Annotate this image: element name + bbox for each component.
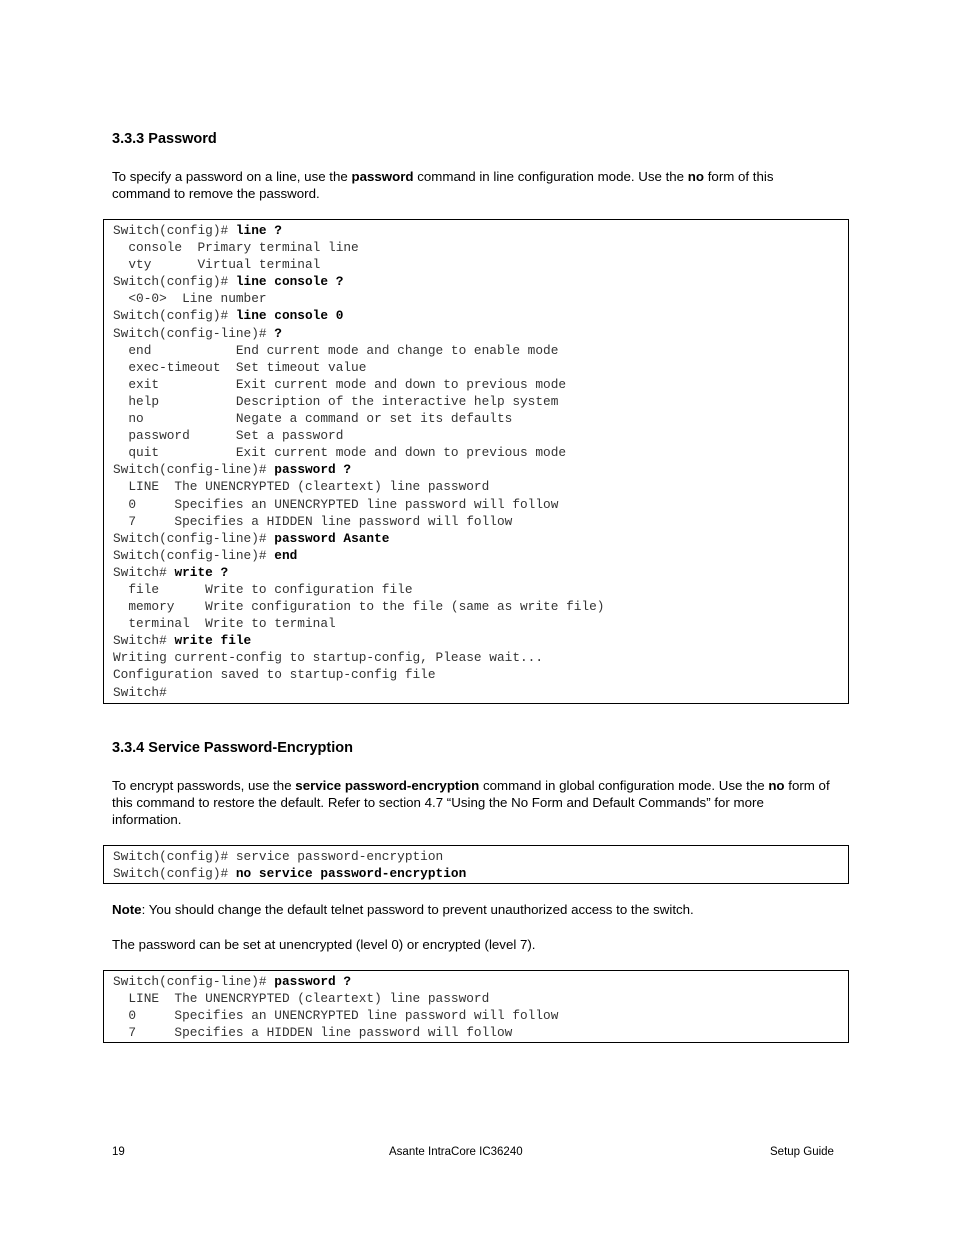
text-run: command in global configuration mode. Use the [479, 778, 769, 793]
code-command: ? [274, 325, 282, 341]
code-prompt: Switch(config-line)# [113, 547, 275, 563]
code-block-password [103, 219, 849, 704]
code-prompt: Switch(config-line)# [113, 530, 275, 546]
code-line [113, 222, 848, 239]
code-prompt: vty Virtual terminal [113, 257, 321, 273]
code-prompt: no Negate a command or set its defaults [113, 411, 513, 427]
code-prompt: Switch(config-line)# [113, 462, 275, 478]
bold-term: no [687, 169, 705, 184]
code-line [113, 990, 848, 1007]
code-prompt: Switch(config)# [113, 308, 236, 324]
code-line [113, 461, 848, 478]
code-command: end [274, 547, 298, 563]
code-prompt: Configuration saved to startup-config file [113, 667, 436, 683]
code-line [113, 478, 848, 495]
code-line [113, 376, 848, 393]
code-prompt: Switch(config)# [113, 866, 236, 882]
code-prompt: terminal Write to terminal [113, 616, 336, 632]
bold-term: Note [112, 902, 142, 917]
code-prompt: quit Exit current mode and down to previous mode [113, 445, 567, 461]
code-line [113, 632, 848, 649]
code-line [113, 307, 848, 324]
code-prompt: <0-0> Line number [113, 291, 267, 307]
code-line [113, 615, 848, 632]
code-prompt: memory Write configuration to the file (same as write file) [113, 599, 605, 615]
code-line [113, 865, 848, 882]
code-line [113, 393, 848, 410]
code-line [113, 256, 848, 273]
code-line [113, 342, 848, 359]
code-prompt: 7 Specifies a HIDDEN line password will follow [113, 1025, 513, 1041]
code-line [113, 359, 848, 376]
code-line [113, 848, 848, 865]
code-command: line console 0 [235, 308, 344, 324]
code-prompt: LINE The UNENCRYPTED (cleartext) line password [113, 991, 490, 1007]
code-prompt: console Primary terminal line [113, 240, 359, 256]
code-prompt: Switch(config)# [113, 274, 236, 290]
text-run: The password can be set at unencrypted (level 0) or encrypted (level 7). [112, 937, 536, 952]
bold-term: no [768, 778, 785, 793]
code-prompt: 0 Specifies an UNENCRYPTED line password will follow [113, 496, 559, 512]
code-prompt: file Write to configuration file [113, 581, 413, 597]
footer-product: Asante IntraCore IC36240 [389, 1146, 523, 1158]
code-prompt: exec-timeout Set timeout value [113, 359, 367, 375]
code-block-password-levels [103, 970, 849, 1043]
text-run: : You should change the default telnet password to prevent unauthorized access to the switch. [141, 902, 694, 917]
code-line [113, 684, 848, 701]
code-prompt: 7 Specifies a HIDDEN line password will follow [113, 513, 513, 529]
code-block-encryption [103, 845, 849, 884]
code-line [113, 273, 848, 290]
encryption-intro [112, 777, 832, 828]
code-prompt: exit Exit current mode and down to previous mode [113, 376, 567, 392]
code-command: write ? [174, 564, 229, 580]
code-line [113, 513, 848, 530]
bold-term: password [351, 169, 414, 184]
code-prompt: end End current mode and change to enable mode [113, 342, 559, 358]
code-prompt: Switch# [113, 564, 175, 580]
code-prompt: Switch(config-line)# [113, 974, 275, 989]
code-line [113, 1007, 848, 1024]
code-line [113, 239, 848, 256]
code-command: password ? [274, 462, 352, 478]
code-prompt: Switch(config)# service password-encryption [113, 849, 444, 864]
code-line [113, 598, 848, 615]
code-line [113, 530, 848, 547]
code-line [113, 427, 848, 444]
text-run: form of this command to remove the password. [112, 169, 774, 201]
code-line [113, 666, 848, 683]
code-prompt: Switch# [113, 684, 167, 700]
password-intro [112, 168, 832, 202]
note-paragraph [112, 901, 832, 918]
code-line [113, 649, 848, 666]
code-prompt: Switch(config-line)# [113, 325, 275, 341]
code-line [113, 547, 848, 564]
code-prompt: Switch(config)# [113, 223, 236, 238]
text-run: To encrypt passwords, use the [112, 778, 296, 793]
code-line [113, 444, 848, 461]
code-line [113, 496, 848, 513]
text-run: To specify a password on a line, use the [112, 169, 352, 184]
code-line [113, 290, 848, 307]
page-number: 19 [112, 1146, 125, 1158]
section-heading-service-password-encryption: 3.3.4 Service Password-Encryption [112, 740, 353, 756]
bold-term: service password-encryption [295, 778, 480, 793]
code-line [113, 581, 848, 598]
footer-doc-title: Setup Guide [770, 1146, 834, 1158]
code-line [113, 410, 848, 427]
code-line [113, 564, 848, 581]
levels-paragraph [112, 936, 832, 953]
code-line [113, 1024, 848, 1041]
code-prompt: 0 Specifies an UNENCRYPTED line password will follow [113, 1008, 559, 1024]
code-prompt: password Set a password [113, 428, 344, 444]
code-command: no service password-encryption [235, 866, 467, 882]
section-heading-password: 3.3.3 Password [112, 131, 217, 147]
code-line [113, 973, 848, 990]
code-command: line console ? [235, 274, 344, 290]
code-prompt: Switch# [113, 633, 175, 649]
text-run: command in line configuration mode. Use the [413, 169, 688, 184]
code-command: password ? [274, 974, 352, 989]
code-prompt: help Description of the interactive help system [113, 393, 559, 409]
code-command: line ? [235, 223, 282, 238]
code-prompt: LINE The UNENCRYPTED (cleartext) line password [113, 479, 490, 495]
text-run: form of this command to restore the default. Refer to section 4.7 “Using the No Form and Default Commands” for more information. [112, 778, 830, 827]
code-command: password Asante [274, 530, 390, 546]
code-line [113, 325, 848, 342]
code-prompt: Writing current-config to startup-config, Please wait... [113, 650, 544, 666]
code-command: write file [174, 633, 252, 649]
